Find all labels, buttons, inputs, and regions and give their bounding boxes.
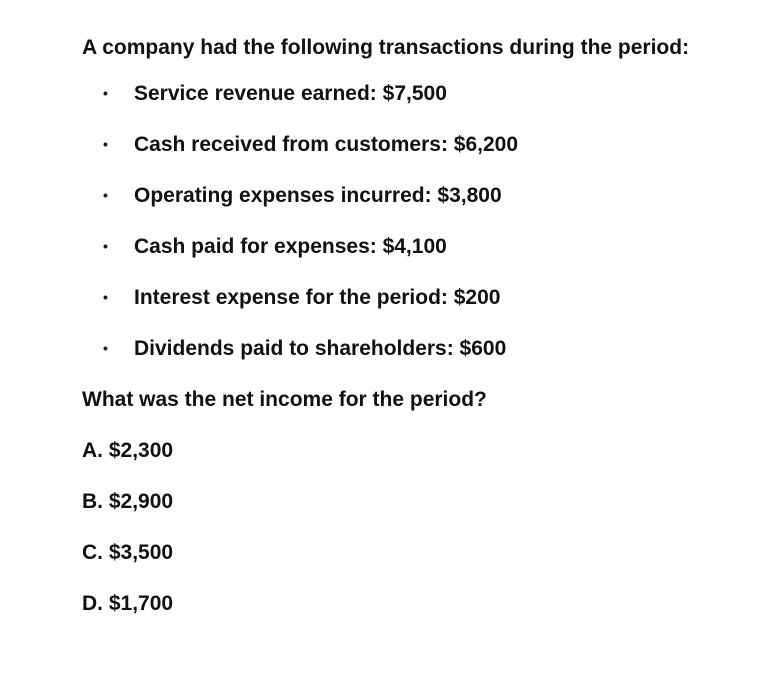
answer-option-b: B. $2,900 xyxy=(82,490,174,513)
transaction-text: Dividends paid to shareholders: $600 xyxy=(134,337,507,360)
list-item xyxy=(82,170,722,221)
question-intro: A company had the following transactions during the period: xyxy=(82,36,690,59)
bullet-icon: • xyxy=(103,136,108,152)
answer-option-d: D. $1,700 xyxy=(82,592,174,615)
transaction-text: Operating expenses incurred: $3,800 xyxy=(134,184,502,207)
bullet-icon: • xyxy=(103,85,108,101)
transaction-text: Cash paid for expenses: $4,100 xyxy=(134,235,447,258)
question-prompt: What was the net income for the period? xyxy=(82,388,487,411)
list-item xyxy=(82,221,722,272)
bullet-icon: • xyxy=(103,187,108,203)
bullet-icon: • xyxy=(103,238,108,254)
list-item xyxy=(82,323,722,374)
list-item xyxy=(82,119,722,170)
transaction-text: Interest expense for the period: $200 xyxy=(134,286,501,309)
bullet-icon: • xyxy=(103,289,108,305)
list-item xyxy=(82,272,722,323)
transaction-text: Service revenue earned: $7,500 xyxy=(134,82,447,105)
answer-option-a: A. $2,300 xyxy=(82,439,174,462)
list-item xyxy=(82,68,722,119)
transaction-text: Cash received from customers: $6,200 xyxy=(134,133,519,156)
question-document xyxy=(82,28,722,629)
bullet-icon: • xyxy=(103,340,108,356)
answer-option-c: C. $3,500 xyxy=(82,541,174,564)
answer-options xyxy=(82,425,722,629)
transaction-list xyxy=(82,68,722,374)
